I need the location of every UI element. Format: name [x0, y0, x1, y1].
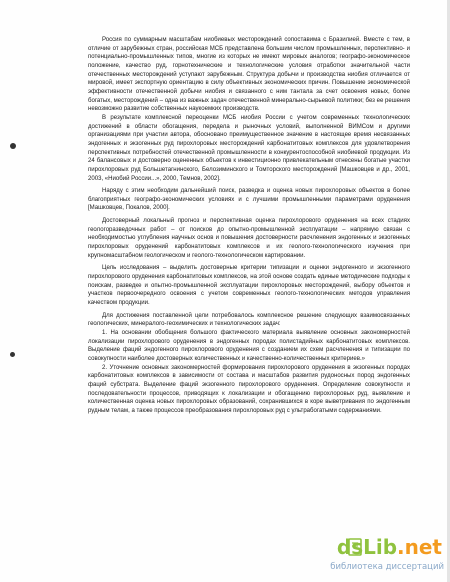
- dslib-watermark: [330, 535, 450, 582]
- paragraph-2: В результате комплексной переоценки МСБ ниобия России с учетом современных технологических достижений в области обогащения, передела и рыночных условий, выполненной ВИМСом и другими организациями при участии автора, обосновано преимущественное значение в настоящее время несвязанных эндогенных и экзогенных руд пирохлоровых месторождений карбонатитовых комплексов для удовлетворения перспективных потребностей отечественной промышленности в конкурентоспособной ниобиевой продукции. Из 24 балансовых и достоверно оцененных объектов к инвестиционно привлекательным отнесены богатые участки пирохлоровых руд Большетагнинского, Белозиминского и Томторского месторождений [Машковцев и др., 2001, 2003, «Ниобий России...», 2000, Темнов, 2002].: [88, 114, 410, 182]
- paragraph-1: Россия по суммарным масштабам ниобиевых месторождений сопоставима с Бразилией. Вместе с тем, в отличие от зарубежных стран, российская МСБ представлена большим числом промышленных, перспективно- и потенциально-промышленных типов, многие из которых не имеют мировых аналогов; географо-экономическое положение, качество руд, горнотехнические и технологические условия отработки значительной части отечественных месторождений уступают зарубежным. Структура добычи и производства ниобия отличается от мировой, имеет экспортную ориентацию в силу объективных экономических причин. Повышение экономической эффективности отечественной добычи ниобия и связанного с ним тантала за счет освоения новых, более богатых, месторождений – одна из важных задач отечественной минерально-сырьевой политики; без ее решения невозможно развитие собственных наукоемких производств.: [88, 37, 410, 113]
- watermark-logo: dsLib.net: [336, 535, 442, 559]
- watermark-subtitle: библиотека диссертаций: [330, 562, 444, 572]
- list-item-number: 2.: [102, 364, 108, 371]
- paragraph-goal: Цель исследования – выделить достоверные критерии типизации и оценки эндогенного и экзогенного пирохлорового оруденения карбонатитовых комплексов, на этой основе создать единые методические подходы к поискам, разведке и опытно-промышленной эксплуатации пирохлоровых месторождений, выбору объектов и участков первоочередного освоения с учетом современных геолого-технологических методов управления качеством продукции.: [88, 265, 410, 307]
- body-text: [88, 36, 410, 416]
- paragraph-4: Достоверный локальный прогноз и перспективная оценка пирохлорового оруденения на всех стадиях геологоразведочных работ – от поисков до опытно-промышленной эксплуатации – напрямую связан с необходимостью углубления научных основ и повышения достоверности расчленения эндогенных и экзогенных пирохлоровых оруденений карбонатитовых комплексов и их геолого-технологического изучения при крупномасштабном геологическом и геолого-технологическом картировании.: [88, 218, 410, 259]
- binder-hole-mark: [10, 352, 15, 357]
- list-item-text: На основании обобщения большого фактического материала выявление основных закономерностей локализации пирохлорового оруденения в эндогенных породах полистадийных карбонатитовых комплексов. Выделение фаций эндогенного пирохлорового оруденения с созданием их схем расчленения и типизации по совокупности наиболее достоверных количественных и качественно-количественных критериев.»: [88, 330, 410, 362]
- list-item-text: Уточнение основных закономерностей формирования пирохлорового оруденения в экзогенных породах карбонатитовых комплексов в зависимости от состава и масштабов развития рудоносных пород эндогенных фаций субстрата. Выделение фаций экзогенного пирохлорового оруденения. Определение совокупности и последовательности процессов, приводящих к локализации и обогащению пирохлоровых руд, выявление и количественная оценка новых пирохлоровых образований, сохранившихся в коре выветривания по эндогенным рудным телам, а также процессов преобразования пирохлоровых руд с ультрабогатыми содержаниями.: [88, 364, 410, 414]
- list-item: [88, 364, 410, 416]
- paragraph-tasks-intro: Для достижения поставленной цели потребовалось комплексное решение следующих взаимосвязанных геологических, минералого-геохимических и технологических задач:: [88, 312, 410, 328]
- binder-hole-mark: [10, 143, 16, 149]
- list-item: [88, 329, 410, 364]
- list-item-number: 1.: [102, 330, 108, 336]
- paragraph-3: Наряду с этим необходим дальнейший поиск, разведка и оценка новых пирохлоровых объектов в более благоприятных географо-экономических условиях и с лучшими промышленными параметрами оруденения [Машковцев, Покалов, 2000].: [88, 188, 410, 212]
